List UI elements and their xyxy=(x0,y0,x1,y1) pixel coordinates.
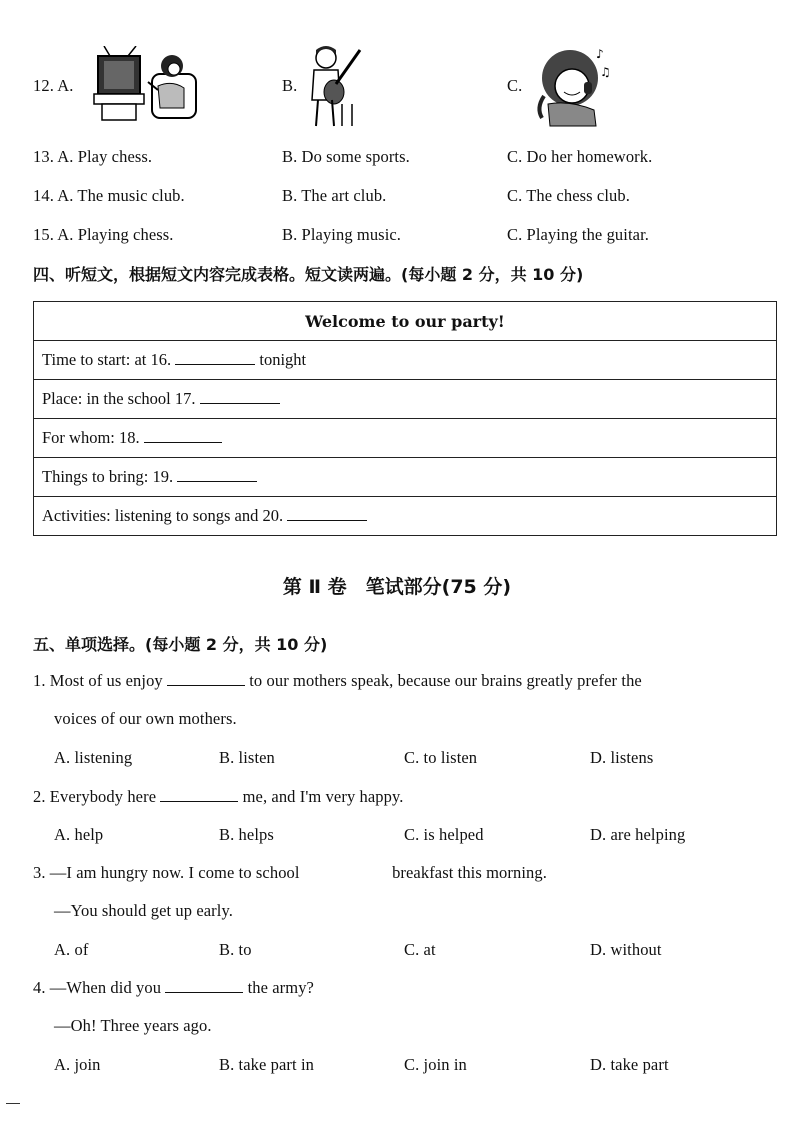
svg-text:♫: ♫ xyxy=(600,65,611,79)
q12-label: 12. A. xyxy=(33,76,74,95)
q14-option-c: C. The chess club. xyxy=(507,186,630,205)
table-title: Welcome to our party! xyxy=(34,302,777,341)
q14-option-b: B. The art club. xyxy=(282,186,387,205)
section4-heading: 四、听短文，根据短文内容完成表格。短文读两遍。(每小题 2 分，共 10 分) xyxy=(33,265,584,284)
option-d[interactable]: D. without xyxy=(590,940,662,959)
q15-option-c: C. Playing the guitar. xyxy=(507,225,649,244)
option-b[interactable]: B. take part in xyxy=(219,1055,314,1074)
option-a[interactable]: A. of xyxy=(54,940,89,959)
table-header-row xyxy=(34,302,777,341)
question-stem: 3. —I am hungry now. I come to school xyxy=(33,863,300,882)
answer-blank[interactable] xyxy=(287,506,367,521)
question-stem: 1. Most of us enjoy xyxy=(33,671,163,690)
table-row xyxy=(34,497,777,536)
row-suffix: tonight xyxy=(259,350,307,369)
margin-mark xyxy=(6,1103,20,1104)
option-c[interactable]: C. is helped xyxy=(404,825,484,844)
table-cell xyxy=(34,419,777,458)
svg-text:♪: ♪ xyxy=(596,47,604,61)
row-prompt: Things to bring: 19. xyxy=(42,467,174,486)
q14-option-a: 14. A. The music club. xyxy=(33,186,185,205)
row-prompt: Time to start: at 16. xyxy=(42,350,172,369)
party-table xyxy=(33,301,777,536)
option-a[interactable]: A. listening xyxy=(54,748,133,767)
answer-blank[interactable] xyxy=(165,978,243,993)
table-cell xyxy=(34,458,777,497)
question-stem-rest: to our mothers speak, because our brains greatly prefer the xyxy=(249,671,642,690)
q13-option-b: B. Do some sports. xyxy=(282,147,410,166)
option-a[interactable]: A. help xyxy=(54,825,104,844)
part2-title: 第 Ⅱ 卷 笔试部分(75 分) xyxy=(282,576,512,598)
option-d[interactable]: D. are helping xyxy=(590,825,686,844)
answer-blank[interactable] xyxy=(200,389,280,404)
q13-option-a: 13. A. Play chess. xyxy=(33,147,153,166)
table-row xyxy=(34,419,777,458)
option-d[interactable]: D. listens xyxy=(590,748,654,767)
question-stem-rest: the army? xyxy=(247,978,314,997)
question-stem: 2. Everybody here xyxy=(33,787,157,806)
table-cell xyxy=(34,497,777,536)
option-a[interactable]: A. join xyxy=(54,1055,101,1074)
question-2 xyxy=(33,787,404,807)
q12-option-c: C. xyxy=(507,76,523,95)
question-stem-rest: breakfast this morning. xyxy=(392,863,547,882)
q12-option-b: B. xyxy=(282,76,298,95)
question-4 xyxy=(33,978,314,998)
question-3 xyxy=(33,863,547,883)
q13-option-c: C. Do her homework. xyxy=(507,147,653,166)
answer-blank[interactable] xyxy=(177,467,257,482)
question-stem-rest: me, and I'm very happy. xyxy=(242,787,404,806)
option-b[interactable]: B. to xyxy=(219,940,252,959)
option-c[interactable]: C. join in xyxy=(404,1055,467,1074)
tv-watching-picture xyxy=(88,46,204,124)
table-cell xyxy=(34,341,777,380)
q15-option-b: B. Playing music. xyxy=(282,225,402,244)
table-cell xyxy=(34,380,777,419)
headphones-girl-picture xyxy=(530,42,614,128)
question-continuation: —You should get up early. xyxy=(54,901,233,920)
row-prompt: Place: in the school 17. xyxy=(42,389,196,408)
answer-blank[interactable] xyxy=(167,671,245,686)
question-continuation: voices of our own mothers. xyxy=(54,709,237,728)
table-row xyxy=(34,458,777,497)
question-continuation: —Oh! Three years ago. xyxy=(54,1016,212,1035)
guitar-player-picture xyxy=(302,44,366,128)
table-row xyxy=(34,380,777,419)
answer-blank[interactable] xyxy=(144,428,222,443)
option-c[interactable]: C. at xyxy=(404,940,436,959)
option-d[interactable]: D. take part xyxy=(590,1055,669,1074)
answer-blank[interactable] xyxy=(160,787,238,802)
option-b[interactable]: B. helps xyxy=(219,825,274,844)
option-b[interactable]: B. listen xyxy=(219,748,275,767)
q15-option-a: 15. A. Playing chess. xyxy=(33,225,174,244)
question-1 xyxy=(33,671,642,691)
option-c[interactable]: C. to listen xyxy=(404,748,478,767)
section5-heading: 五、单项选择。(每小题 2 分，共 10 分) xyxy=(33,635,328,654)
table-row xyxy=(34,341,777,380)
row-prompt: Activities: listening to songs and 20. xyxy=(42,506,284,525)
row-prompt: For whom: 18. xyxy=(42,428,140,447)
question-stem: 4. —When did you xyxy=(33,978,162,997)
answer-blank[interactable] xyxy=(175,350,255,365)
